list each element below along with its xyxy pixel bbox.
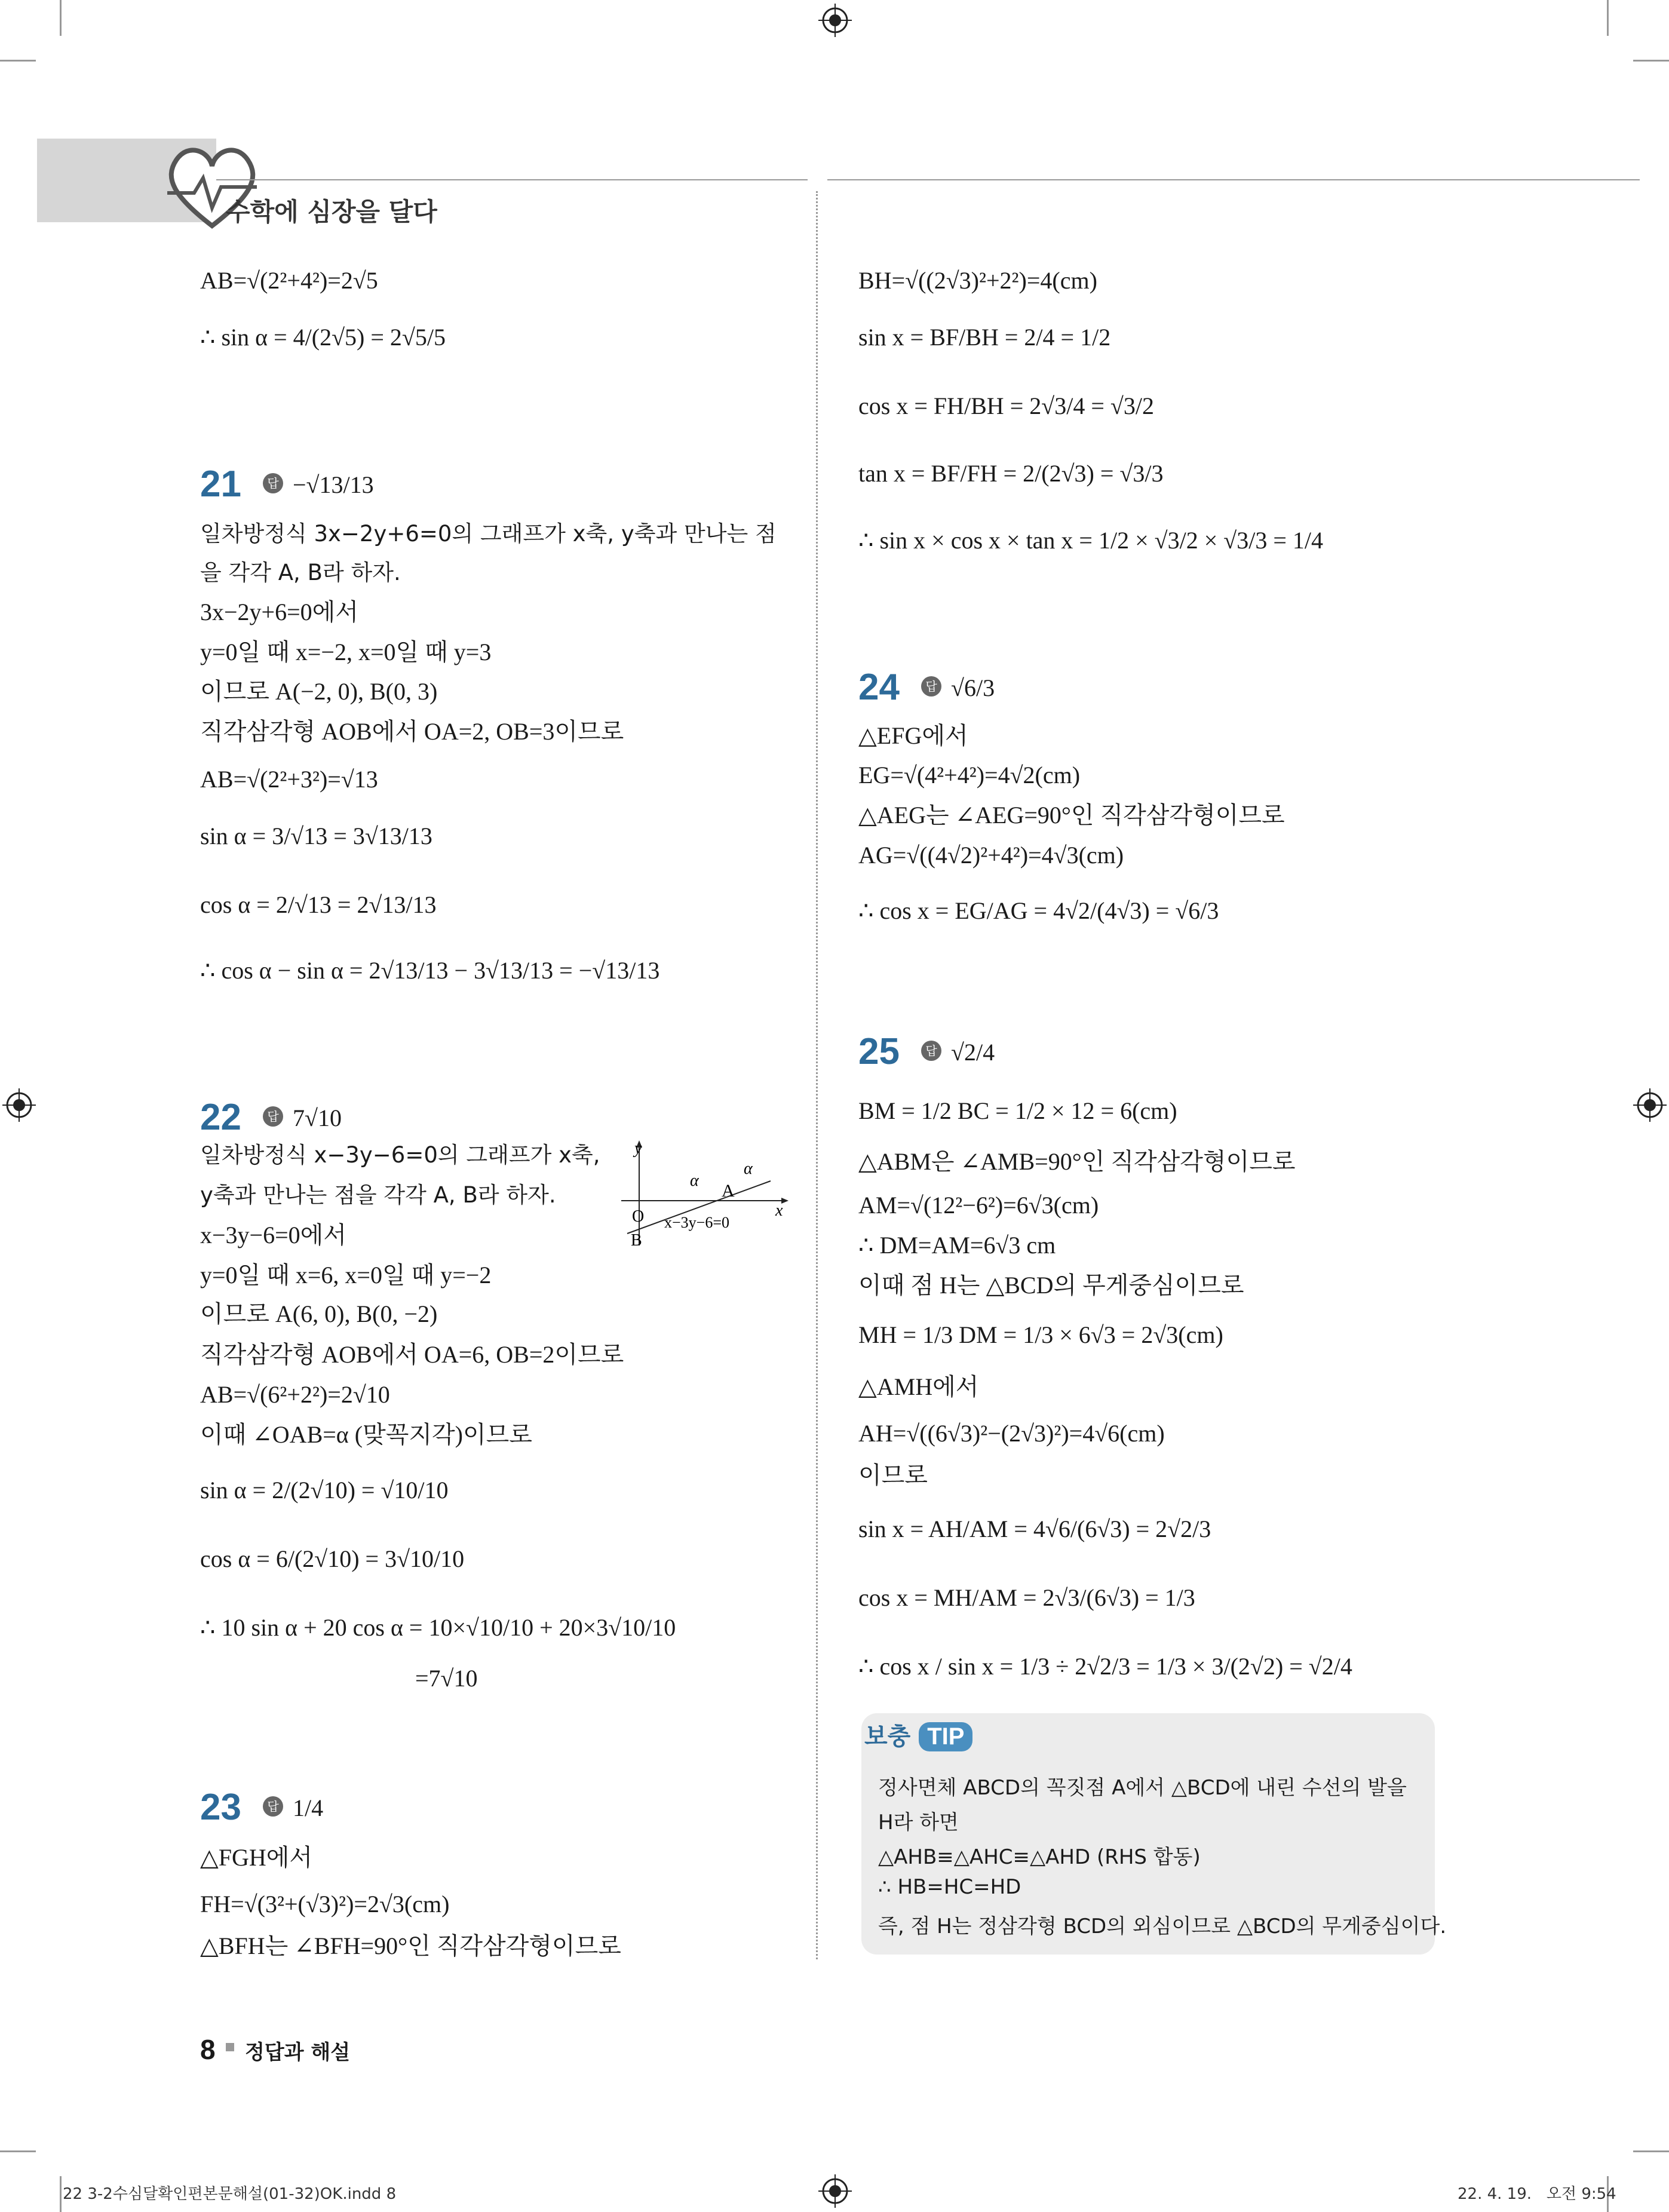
right-line: △AEG는 ∠AEG=90°인 직각삼각형이므로 <box>858 802 1285 829</box>
header-rule-right <box>827 179 1640 180</box>
problem-number: 25 <box>858 1031 900 1072</box>
tip-title-en: TIP <box>919 1722 972 1751</box>
right-line: cos x = MH/AM = 2√3/(6√3) = 1/3 <box>858 1584 1195 1611</box>
right-line: AG=√((4√2)²+4²)=4√3(cm) <box>858 842 1124 869</box>
answer-value: −√13/13 <box>293 471 374 498</box>
right-line: MH = 1/3 DM = 1/3 × 6√3 = 2√3(cm) <box>858 1321 1223 1348</box>
left-line: AB=√(2²+4²)=2√5 <box>200 267 378 294</box>
footer-bullet <box>226 2043 234 2051</box>
answer-badge-icon: 답 <box>263 1106 283 1127</box>
problem-22-graph <box>621 1138 789 1251</box>
graph-point-a: A <box>722 1181 735 1201</box>
answer-badge-icon: 답 <box>263 1796 283 1817</box>
answer-badge-icon: 답 <box>921 1041 941 1061</box>
header-title: 수학에 심장을 달다 <box>226 197 437 226</box>
graph-origin-label: O <box>632 1207 645 1226</box>
left-line: 을 각각 A, B라 하자. <box>200 560 401 585</box>
right-line: △AMH에서 <box>858 1373 979 1400</box>
left-line: ∴ 10 sin α + 20 cos α = 10×√10/10 + 20×3√10/10 <box>200 1614 676 1641</box>
problem-number: 22 <box>200 1097 241 1138</box>
left-line: △FGH에서 <box>200 1844 313 1871</box>
problem-number: 21 <box>200 464 241 505</box>
right-line: ∴ cos x / sin x = 1/3 ÷ 2√2/3 = 1/3 × 3/(2√2) = √2/4 <box>858 1653 1352 1680</box>
graph-alpha-1: α <box>690 1171 699 1190</box>
right-line: tan x = BF/FH = 2/(2√3) = √3/3 <box>858 460 1164 487</box>
left-line: 직각삼각형 AOB에서 OA=6, OB=2이므로 <box>200 1341 624 1368</box>
left-line: △BFH는 ∠BFH=90°인 직각삼각형이므로 <box>200 1932 621 1959</box>
right-line: ∴ DM=AM=6√3 cm <box>858 1232 1056 1259</box>
left-line: y=0일 때 x=6, x=0일 때 y=−2 <box>200 1262 492 1288</box>
left-line: =7√10 <box>415 1665 478 1692</box>
answer-badge-icon: 답 <box>263 473 283 493</box>
left-line: x−3y−6=0에서 <box>200 1222 346 1248</box>
left-line: FH=√(3²+(√3)²)=2√3(cm) <box>200 1891 450 1918</box>
graph-equation: x−3y−6=0 <box>664 1214 729 1231</box>
right-line: AM=√(12²−6²)=6√3(cm) <box>858 1192 1099 1219</box>
right-line: sin x = BF/BH = 2/4 = 1/2 <box>858 324 1111 351</box>
tip-line: ∴ HB=HC=HD <box>878 1875 1021 1899</box>
registration-mark-right <box>1633 1088 1667 1122</box>
left-line: 일차방정식 x−3y−6=0의 그래프가 x축, <box>200 1142 600 1168</box>
answer-value: 7√10 <box>293 1105 342 1131</box>
right-line: BH=√((2√3)²+2²)=4(cm) <box>858 267 1097 294</box>
left-line: cos α = 6/(2√10) = 3√10/10 <box>200 1545 465 1572</box>
tip-title <box>864 1717 972 1751</box>
footer-page-number: 8 <box>200 2034 216 2065</box>
right-line: 이때 점 H는 △BCD의 무게중심이므로 <box>858 1272 1244 1299</box>
footer-section: 정답과 해설 <box>245 2041 351 2064</box>
right-line: ∴ cos x = EG/AG = 4√2/(4√3) = √6/3 <box>858 897 1219 924</box>
left-line: cos α = 2/√13 = 2√13/13 <box>200 891 437 918</box>
registration-mark-bottom <box>818 2174 852 2208</box>
registration-mark-left <box>2 1088 36 1122</box>
tip-title-ko: 보충 <box>864 1723 911 1750</box>
left-line: ∴ cos α − sin α = 2√13/13 − 3√13/13 = −√13/13 <box>200 957 660 984</box>
right-line: △EFG에서 <box>858 722 968 749</box>
left-line: ∴ sin α = 4/(2√5) = 2√5/5 <box>200 324 446 351</box>
right-line: △ABM은 ∠AMB=90°인 직각삼각형이므로 <box>858 1148 1296 1175</box>
problem-number: 24 <box>858 667 900 708</box>
right-line: 이므로 <box>858 1462 928 1489</box>
answer-value: √6/3 <box>951 674 995 701</box>
column-separator <box>816 191 818 1959</box>
left-line: sin α = 3/√13 = 3√13/13 <box>200 823 432 849</box>
left-line: AB=√(6²+2²)=2√10 <box>200 1381 390 1408</box>
right-line: EG=√(4²+4²)=4√2(cm) <box>858 762 1081 789</box>
left-line: sin α = 2/(2√10) = √10/10 <box>200 1477 449 1504</box>
left-line: y=0일 때 x=−2, x=0일 때 y=3 <box>200 639 492 665</box>
graph-x-label: x <box>775 1201 783 1220</box>
right-line: BM = 1/2 BC = 1/2 × 12 = 6(cm) <box>858 1097 1177 1124</box>
left-line: 일차방정식 3x−2y+6=0의 그래프가 x축, y축과 만나는 점 <box>200 521 777 547</box>
header-rule-left <box>216 179 808 180</box>
tip-line: △AHB≡△AHC≡△AHD (RHS 합동) <box>878 1845 1201 1869</box>
graph-point-b: B <box>631 1231 642 1250</box>
right-line: sin x = AH/AM = 4√6/(6√3) = 2√2/3 <box>858 1515 1211 1542</box>
registration-mark-top <box>818 4 852 37</box>
slug-file: 22 3-2수심달확인편본문해설(01-32)OK.indd 8 <box>63 2185 397 2203</box>
answer-badge-icon: 답 <box>921 676 941 697</box>
left-line: 직각삼각형 AOB에서 OA=2, OB=3이므로 <box>200 718 624 745</box>
graph-alpha-2: α <box>744 1159 753 1178</box>
left-line: 이므로 A(−2, 0), B(0, 3) <box>200 678 438 705</box>
right-line: ∴ sin x × cos x × tan x = 1/2 × √3/2 × √3/3 = 1/4 <box>858 527 1324 554</box>
right-line: cos x = FH/BH = 2√3/4 = √3/2 <box>858 392 1154 419</box>
slug-date: 22. 4. 19. 오전 9:54 <box>1458 2185 1616 2203</box>
problem-number: 23 <box>200 1787 241 1828</box>
graph-y-label: y <box>634 1139 642 1158</box>
answer-value: √2/4 <box>951 1039 995 1066</box>
left-line: 이므로 A(6, 0), B(0, −2) <box>200 1300 438 1327</box>
left-line: 3x−2y+6=0에서 <box>200 599 358 625</box>
left-line: y축과 만나는 점을 각각 A, B라 하자. <box>200 1182 556 1208</box>
tip-line: 즉, 점 H는 정삼각형 BCD의 외심이므로 △BCD의 무게중심이다. <box>878 1915 1447 1938</box>
left-line: AB=√(2²+3²)=√13 <box>200 766 378 793</box>
right-line: AH=√((6√3)²−(2√3)²)=4√6(cm) <box>858 1420 1165 1447</box>
tip-line: H라 하면 <box>878 1811 959 1834</box>
left-line: 이때 ∠OAB=α (맞꼭지각)이므로 <box>200 1421 532 1448</box>
tip-line: 정사면체 ABCD의 꼭짓점 A에서 △BCD에 내린 수선의 발을 <box>878 1776 1407 1800</box>
answer-value: 1/4 <box>293 1794 324 1821</box>
